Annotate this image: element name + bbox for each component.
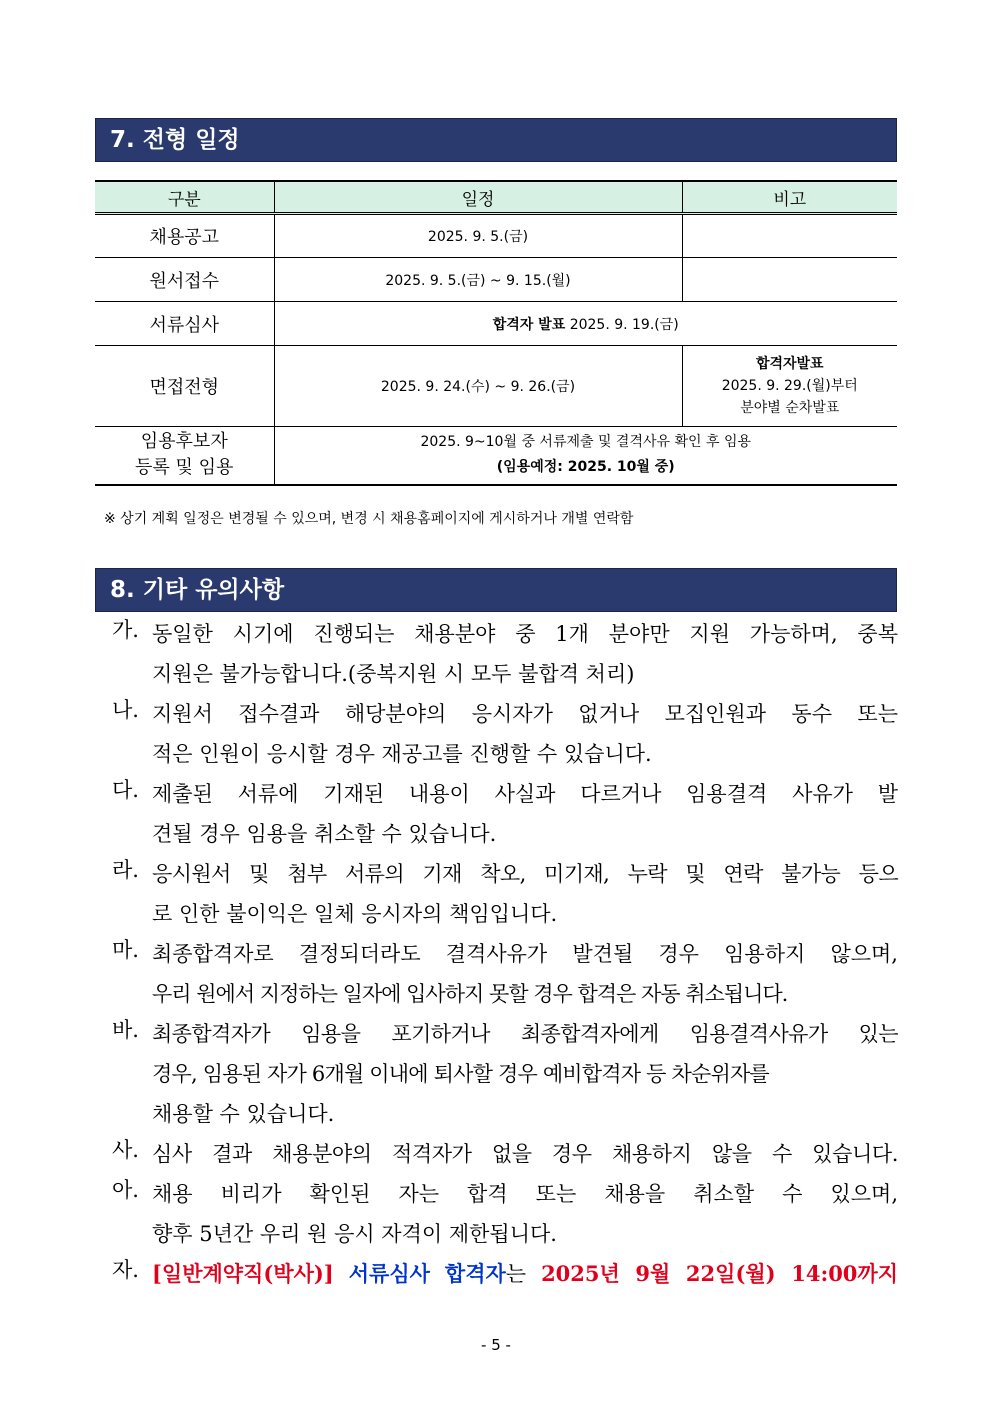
item-line: 견될 경우 임용을 취소할 수 있습니다. [152, 822, 497, 846]
schedule-date: 2025. 9. 19.(금) [569, 316, 679, 333]
table-row [95, 258, 897, 302]
item-marker: 바. [112, 1018, 139, 1042]
item-line: 적은 인원이 응시할 경우 재공고를 진행할 수 있습니다. [152, 742, 652, 766]
note-bold-label: 합격자발표 [755, 356, 824, 372]
highlight-position: [일반계약직(박사)] [152, 1261, 334, 1286]
table-row [95, 346, 897, 427]
item-line: 채용할 수 있습니다. [152, 1102, 335, 1126]
row-category: 면접전형 [95, 346, 274, 427]
schedule-line-bold: (임용예정: 2025. 10월 중) [496, 459, 675, 476]
table-row [95, 214, 897, 258]
list-item [112, 1254, 898, 1294]
schedule-bold-label: 합격자 발표 [492, 316, 566, 333]
highlight-deadline: 2025년 9월 22일(월) 14:00까지 [541, 1261, 898, 1286]
note-line: 분야별 순차발표 [740, 400, 840, 416]
item-line: 향후 5년간 우리 원 응시 자격이 제한됩니다. [152, 1222, 557, 1246]
row-schedule [274, 427, 897, 485]
row-category: 서류심사 [95, 302, 274, 346]
list-item [112, 614, 898, 694]
list-item [112, 1174, 898, 1254]
highlight-screening: 서류심사 [348, 1261, 430, 1286]
list-item [112, 774, 898, 854]
row-note [682, 258, 897, 302]
item-line: 응시원서 및 첨부 서류의 기재 착오, 미기재, 누락 및 연락 불가능 등으 [152, 862, 898, 886]
header-note: 비고 [682, 181, 897, 214]
item-marker: 가. [112, 618, 139, 642]
highlight-passers: 합격자 [444, 1261, 506, 1286]
row-schedule: 2025. 9. 5.(금) ~ 9. 15.(월) [274, 258, 682, 302]
list-item [112, 1134, 898, 1174]
item-line: 로 인한 불이익은 일체 응시자의 책임입니다. [152, 902, 558, 926]
table-row [95, 427, 897, 485]
row-note [682, 346, 897, 427]
category-line: 임용후보자 [140, 431, 228, 453]
row-schedule: 2025. 9. 5.(금) [274, 214, 682, 258]
item-line: 최종합격자가 임용을 포기하거나 최종합격자에게 임용결격사유가 있는 [152, 1022, 898, 1046]
section-8-title: 8. 기타 유의사항 [95, 568, 897, 612]
table-header-row [95, 181, 897, 214]
notice-list [112, 614, 898, 1294]
item-line: 지원서 접수결과 해당분야의 응시자가 없거나 모집인원과 동수 또는 [152, 702, 898, 726]
item-marker: 자. [112, 1258, 139, 1282]
item-line: 지원은 불가능합니다.(중복지원 시 모두 불합격 처리) [152, 662, 635, 686]
row-schedule [274, 302, 897, 346]
item-line: 우리 원에서 지정하는 일자에 입사하지 못할 경우 합격은 자동 취소됩니다. [152, 982, 788, 1006]
schedule-table [95, 180, 897, 486]
item-marker: 나. [112, 698, 139, 722]
list-item [112, 694, 898, 774]
item-marker: 마. [112, 938, 139, 962]
row-category: 채용공고 [95, 214, 274, 258]
item-line: 채용 비리가 확인된 자는 합격 또는 채용을 취소할 수 있으며, [152, 1182, 898, 1206]
header-schedule: 일정 [274, 181, 682, 214]
item-marker: 라. [112, 858, 139, 882]
list-item [112, 934, 898, 1014]
section-7-title: 7. 전형 일정 [95, 118, 897, 162]
list-item [112, 854, 898, 934]
item-line: 최종합격자로 결정되더라도 결격사유가 발견될 경우 임용하지 않으며, [152, 942, 898, 966]
schedule-footnote: ※ 상기 계획 일정은 변경될 수 있으며, 변경 시 채용홈페이지에 게시하거나 개별 연락함 [104, 511, 634, 527]
item-line: 동일한 시기에 진행되는 채용분야 중 1개 분야만 지원 가능하며, 중복 [152, 622, 898, 646]
header-category: 구분 [95, 181, 274, 214]
item-marker: 사. [112, 1138, 139, 1162]
item-marker: 다. [112, 778, 139, 802]
row-category [95, 427, 274, 485]
note-line: 2025. 9. 29.(월)부터 [721, 378, 858, 394]
table-row [95, 302, 897, 346]
category-line: 등록 및 임용 [135, 457, 234, 479]
row-note [682, 214, 897, 258]
schedule-line: 2025. 9~10월 중 서류제출 및 결격사유 확인 후 임용 [420, 434, 752, 451]
row-schedule: 2025. 9. 24.(수) ~ 9. 26.(금) [274, 346, 682, 427]
item-line: 심사 결과 채용분야의 적격자가 없을 경우 채용하지 않을 수 있습니다. [152, 1142, 898, 1166]
list-item [112, 1014, 898, 1134]
item-marker: 아. [112, 1178, 139, 1202]
particle-text: 는 [505, 1262, 527, 1286]
page-number: - 5 - [481, 1336, 511, 1354]
row-category: 원서접수 [95, 258, 274, 302]
item-line: 제출된 서류에 기재된 내용이 사실과 다르거나 임용결격 사유가 발 [152, 782, 898, 806]
item-line [152, 1254, 898, 1294]
item-line: 경우, 임용된 자가 6개월 이내에 퇴사할 경우 예비합격자 등 차순위자를 [152, 1062, 769, 1086]
